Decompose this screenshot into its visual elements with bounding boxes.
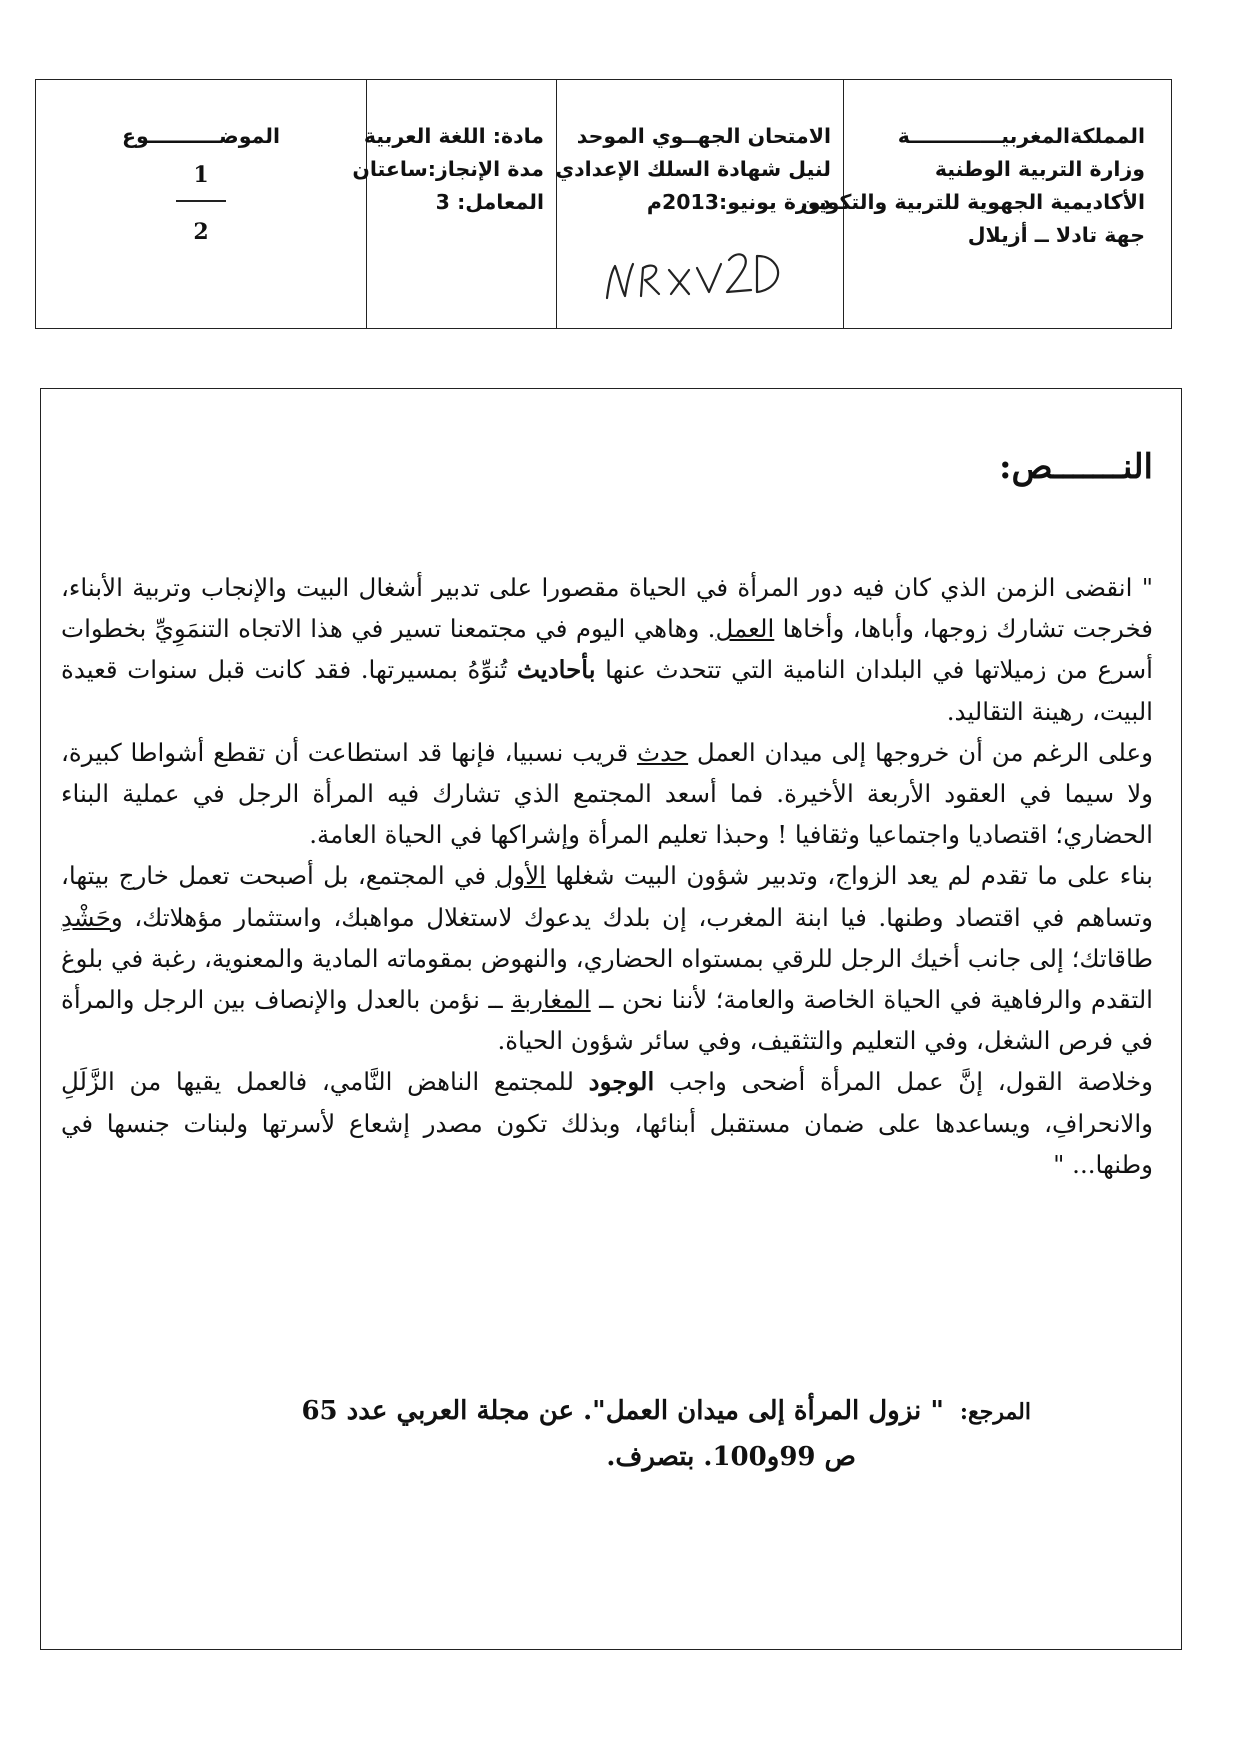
reference-label: المرجع:	[959, 1399, 1031, 1425]
text-body	[61, 567, 1153, 1185]
exam-header-table	[35, 79, 1172, 329]
exam-info-cell	[556, 80, 843, 328]
handwritten-code	[597, 238, 787, 308]
page-total: 2	[193, 219, 209, 245]
exam-line: الامتحان الجهــوي الموحد	[576, 124, 831, 148]
subject-name: مادة: اللغة العربية	[363, 124, 544, 148]
institution-line: الأكاديمية الجهوية للتربية والتكوين	[800, 190, 1145, 214]
reference-line: " نزول المرأة إلى ميدان العمل". عن مجلة العربي عدد 65	[301, 1396, 944, 1426]
text-run: تُنوِّهُ بمسيرتها. فقد كانت قبل سنوات قعيدة البيت، رهينة التقاليد.	[61, 655, 1153, 726]
text-run: طاقاتك؛ إلى جانب أخيك الرجل للرقي بمستواه الحضاري، والنهوض بمقوماته المادية والمعنوية، رغبة في بلوغ التقدم والرفاهية في الحياة الخاصة والعامة؛ لأننا نحن ــ	[61, 943, 1153, 1015]
reference-line: ص 99و100. بتصرف.	[606, 1442, 856, 1472]
text-run: . وهاهي اليوم في مجتمعنا تسير في هذا الاتجاه التنمَوِيِّ بخطوات أسرع من زميلاتها في البلدان النامية التي تتحدث عنها	[61, 614, 1153, 685]
underlined-word: حَشْدِ	[61, 902, 111, 932]
paragraph	[61, 855, 1153, 1061]
bold-word: الوجود	[588, 1067, 655, 1097]
topic-label: الموضــــــــــوع	[121, 124, 281, 148]
paragraph	[61, 732, 1153, 856]
exam-line: لنيل شهادة السلك الإعدادي	[555, 157, 831, 181]
bold-word: بأحاديث	[516, 655, 596, 685]
subject-cell	[352, 80, 556, 328]
paragraph	[61, 567, 1153, 732]
underlined-word: العمل	[715, 614, 775, 644]
page-fraction-divider	[176, 200, 226, 202]
text-run: وخلاصة القول، إنَّ عمل المرأة أضحى واجب	[654, 1067, 1154, 1097]
page-current: 1	[193, 162, 209, 188]
institution-cell	[800, 80, 1171, 328]
text-run: بناء على ما تقدم لم يعد الزواج، وتدبير شؤون البيت شغلها	[545, 861, 1153, 891]
institution-line: جهة تادلا ــ أزيلال	[967, 223, 1145, 247]
institution-line: وزارة التربية الوطنية	[934, 157, 1145, 181]
text-run: قريب نسبيا، فإنها قد استطاعت أن تقطع أشواطا كبيرة، ولا سيما في العقود الأربعة الأخيرة. فما أسعد المجتمع الذي تشارك فيه المرأة الرجل في عملية البناء الحضاري؛ اقتصاديا واجتماعيا وثقافيا ! وحبذا تعليم المرأة وإشراكها في الحياة العامة.	[61, 737, 1153, 850]
topic-cell	[36, 80, 366, 328]
underlined-word: المغاربة	[511, 985, 591, 1015]
coefficient: المعامل: 3	[435, 190, 544, 214]
underlined-word: حدث	[637, 737, 689, 767]
text-panel	[40, 388, 1182, 1650]
institution-line: المملكةالمغربيـــــــــــــة	[897, 124, 1145, 148]
duration: مدة الإنجاز:ساعتان	[352, 157, 544, 181]
text-run: ــ نؤمن بالعدل والإنصاف بين الرجل والمرأة في فرص الشغل، وفي التعليم والتثقيف، وفي سائر شؤون الحياة.	[61, 985, 1153, 1056]
text-run: للمجتمع الناهض النَّامي، فالعمل يقيها من الزَّلَلِ والانحرافِ، ويساعدها على ضمان مستقبل أبنائها، وبذلك تكون مصدر إشعاع لأسرتها ولبنات جنسها في وطنها... "	[61, 1067, 1153, 1179]
text-run: في المجتمع، بل أصبحت تعمل خارج بيتها، وتساهم في اقتصاد وطنها. فيا ابنة المغرب، إن بلدك يدعوك لاستغلال مواهبك، واستثمار مؤهلاتك، و	[61, 861, 1153, 932]
text-heading: النـــــــص:	[999, 447, 1153, 487]
paragraph	[61, 1061, 1153, 1185]
reference	[131, 1389, 1031, 1480]
underlined-word: الأول	[495, 861, 546, 891]
text-run: وعلى الرغم من أن خروجها إلى ميدان العمل	[688, 737, 1153, 767]
exam-session: دورة يونيو:2013م	[646, 190, 831, 214]
text-run: " انقضى الزمن الذي كان فيه دور المرأة في الحياة مقصورا على تدبير أشغال البيت والإنجاب وتربية الأبناء، فخرجت تشارك زوجها، وأباها، وأخاها	[61, 573, 1154, 644]
